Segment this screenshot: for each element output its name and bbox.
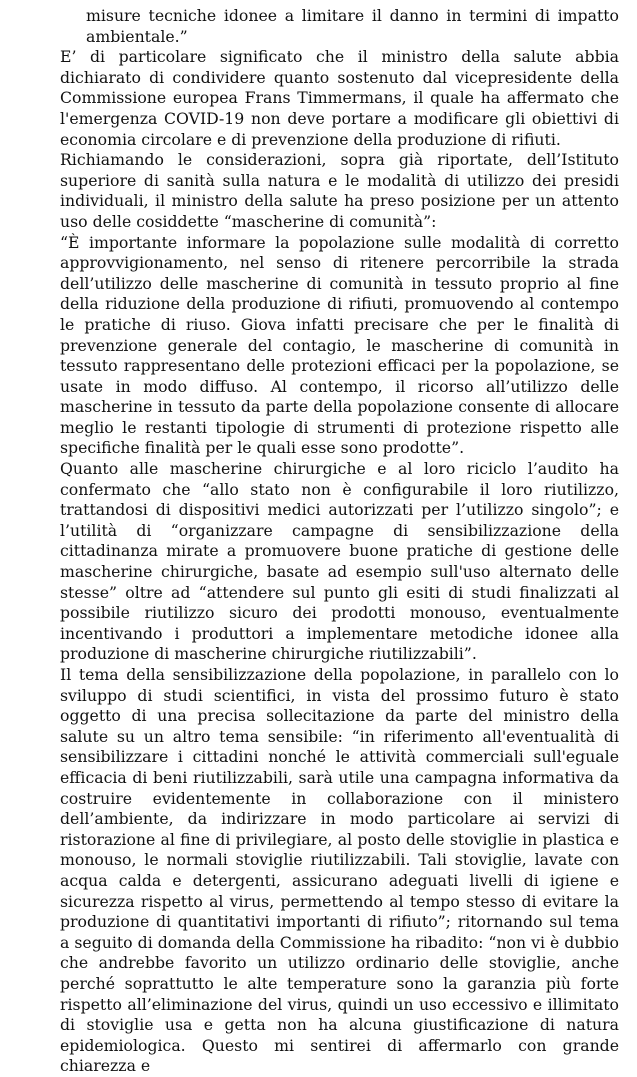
paragraph-sensibilizzazione: Il tema della sensibilizzazione della popolazione, in parallelo con lo sviluppo di studi scientifici, in vista del prossimo futuro è stato oggetto di una precisa sollecitazione da parte del ministro della salute su un altro tema sensibile: “in riferimento all'eventualità di sensibilizzare i cittadini nonché le attività commerciali sull'eguale efficacia di beni riutilizzabili, sarà utile una campagna informativa da costruire evidentemente in collaborazione con il ministero dell’ambiente, da indirizzare in modo particolare ai servizi di ristorazione al fine di privilegiare, al posto delle stoviglie in plastica e monouso, le normali stoviglie riutilizzabili. Tali stoviglie, lavate con acqua calda e detergenti, assicurano adeguati livelli di igiene e sicurezza rispetto al virus, permettendo al tempo stesso di evitare la produzione di quantitativi importanti di rifiuto”; ritornando sul tema a seguito di domanda della Commissione ha ribadito: “non vi è dubbio che andrebbe favorito un utilizzo ordinario delle stoviglie, anche perché soprattutto le alte temperature sono la garanzia più forte rispetto all’eliminazione del virus, quindi un uso eccessivo e illimitato di stoviglie usa e getta non ha alcuna giustificazione di natura epidemiologica. Questo mi sentirei di affermarlo con grande chiarezza e xyxy=(60,665,619,1076)
paragraph-mascherine-comunita-intro: Richiamando le considerazioni, sopra già riportate, dell’Istituto superiore di sanità sulla natura e le modalità di utilizzo dei presidi individuali, il ministro della salute ha preso posizione per un attento uso delle cosiddette “mascherine di comunità”: xyxy=(60,150,619,231)
paragraph-mascherine-chirurgiche: Quanto alle mascherine chirurgiche e al loro riciclo l’audito ha confermato che “allo stato non è configurabile il loro riutilizzo, trattandosi di dispositivi medici autorizzati per l’utilizzo singolo”; e l’utilità di “organizzare campagne di sensibilizzazione della cittadinanza mirate a promuovere buone pratiche di gestione delle mascherine chirurgiche, basate ad esempio sull'uso alternato delle stesse” oltre ad “attendere sul punto gli esiti di studi finalizzati al possibile riutilizzo sicuro dei prodotti monouso, eventualmente incentivando i produttori a implementare metodiche idonee alla produzione di mascherine chirurgiche riutilizzabili”. xyxy=(60,459,619,664)
paragraph-timmermans: E’ di particolare significato che il ministro della salute abbia dichiarato di condividere quanto sostenuto dal vicepresidente della Commissione europea Frans Timmermans, il quale ha affermato che l'emergenza COVID-19 non deve portare a modificare gli obiettivi di economia circolare e di prevenzione della produzione di rifiuti. xyxy=(60,47,619,149)
paragraph-quote-approvvigionamento: “È importante informare la popolazione sulle modalità di corretto approvvigionamento, nel senso di ritenere percorribile la strada dell’utilizzo delle mascherine di comunità in tessuto proprio al fine della riduzione della produzione di rifiuti, promuovendo al contempo le pratiche di riuso. Giova infatti precisare che per le finalità di prevenzione generale del contagio, le mascherine di comunità in tessuto rappresentano delle protezioni efficaci per la popolazione, se usate in modo diffuso. Al contempo, il ricorso all’utilizzo delle mascherine in tessuto da parte della popolazione consente di allocare meglio le restanti tipologie di strumenti di protezione rispetto alle specifiche finalità per le quali esse sono prodotte”. xyxy=(60,232,619,458)
quote-ending-paragraph: misure tecniche idonee a limitare il danno in termini di impatto ambientale.” xyxy=(86,6,619,46)
